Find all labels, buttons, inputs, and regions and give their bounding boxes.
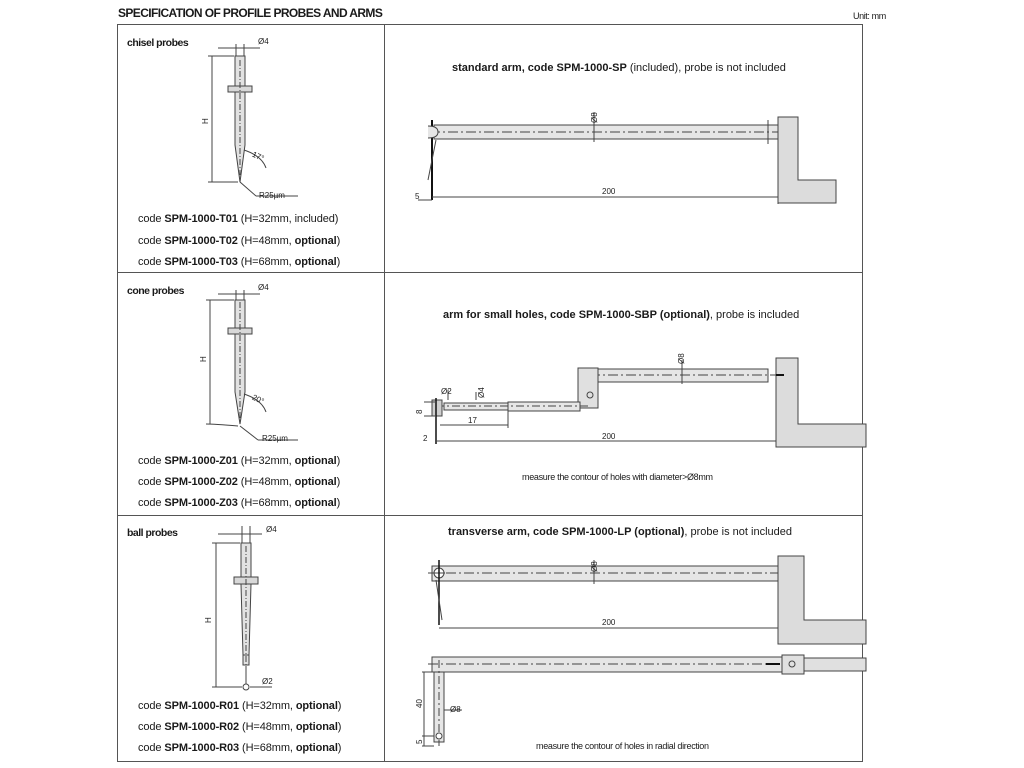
unit-label: Unit: mm [853, 11, 886, 21]
probe-title-chisel: chisel probes [127, 37, 189, 49]
chisel-dim-radius: R25µm [259, 191, 285, 200]
chisel-dim-angle: 17° [250, 149, 266, 164]
transverse-arm-dim-dia2: Ø8 [450, 705, 461, 714]
chisel-dim-height: H [201, 118, 210, 124]
small-arm-dim-height: 8 [415, 409, 424, 414]
transverse-note: measure the contour of holes in radial direction [536, 741, 709, 751]
cone-dim-angle: 20° [250, 392, 266, 407]
arm-title-transverse: transverse arm, code SPM-1000-LP (optional), probe is not included [448, 526, 793, 538]
probe-title-cone: cone probes [127, 285, 184, 297]
chisel-dim-diameter: Ø4 [258, 37, 269, 46]
code-line-t02: code SPM-1000-T02 (H=48mm, optional) [138, 235, 341, 247]
code-line-r01: code SPM-1000-R01 (H=32mm, optional) [138, 700, 342, 712]
code-line-t01: code SPM-1000-T01 (H=32mm, included) [138, 213, 339, 225]
code-line-r02: code SPM-1000-R02 (H=48mm, optional) [138, 721, 342, 733]
arm-title-standard: standard arm, code SPM-1000-SP (included), probe is not included [452, 62, 786, 74]
small-arm-dim-length-small: 17 [468, 416, 477, 425]
ball-dim-height: H [204, 617, 213, 623]
cone-dim-height: H [199, 356, 208, 362]
cone-dim-radius: R25µm [262, 434, 288, 443]
arm-title-small-holes: arm for small holes, code SPM-1000-SBP (optional), probe is included [443, 309, 800, 321]
small-holes-note: measure the contour of holes with diameter>Ø8mm [522, 472, 713, 482]
transverse-arm-dim-length: 200 [602, 618, 616, 627]
ball-dim-diameter: Ø4 [266, 525, 277, 534]
cone-dim-diameter: Ø4 [258, 283, 269, 292]
ball-dim-ball: Ø2 [262, 677, 273, 686]
small-arm-dim-dia: Ø8 [677, 353, 686, 364]
code-line-t03: code SPM-1000-T03 (H=68mm, optional) [138, 256, 341, 268]
code-line-z03: code SPM-1000-Z03 (H=68mm, optional) [138, 497, 341, 509]
code-line-z01: code SPM-1000-Z01 (H=32mm, optional) [138, 455, 341, 467]
standard-arm-dim-diameter: Ø8 [590, 112, 599, 123]
page-title: SPECIFICATION OF PROFILE PROBES AND ARMS [118, 6, 383, 20]
small-arm-dim-offset: 2 [423, 434, 428, 443]
small-arm-dim-length: 200 [602, 432, 616, 441]
transverse-arm-dim-height: 40 [415, 699, 424, 708]
probe-title-ball: ball probes [127, 527, 178, 539]
transverse-arm-dim-offset: 5 [415, 739, 424, 744]
standard-arm-dim-length: 200 [602, 187, 616, 196]
transverse-arm-dim-diameter: Ø8 [590, 561, 599, 572]
small-arm-dim-dia-mid: Ø4 [477, 387, 486, 398]
small-arm-dim-dia-small: Ø2 [441, 387, 452, 396]
standard-arm-dim-offset: 5 [415, 192, 420, 201]
code-line-z02: code SPM-1000-Z02 (H=48mm, optional) [138, 476, 341, 488]
code-line-r03: code SPM-1000-R03 (H=68mm, optional) [138, 742, 342, 754]
